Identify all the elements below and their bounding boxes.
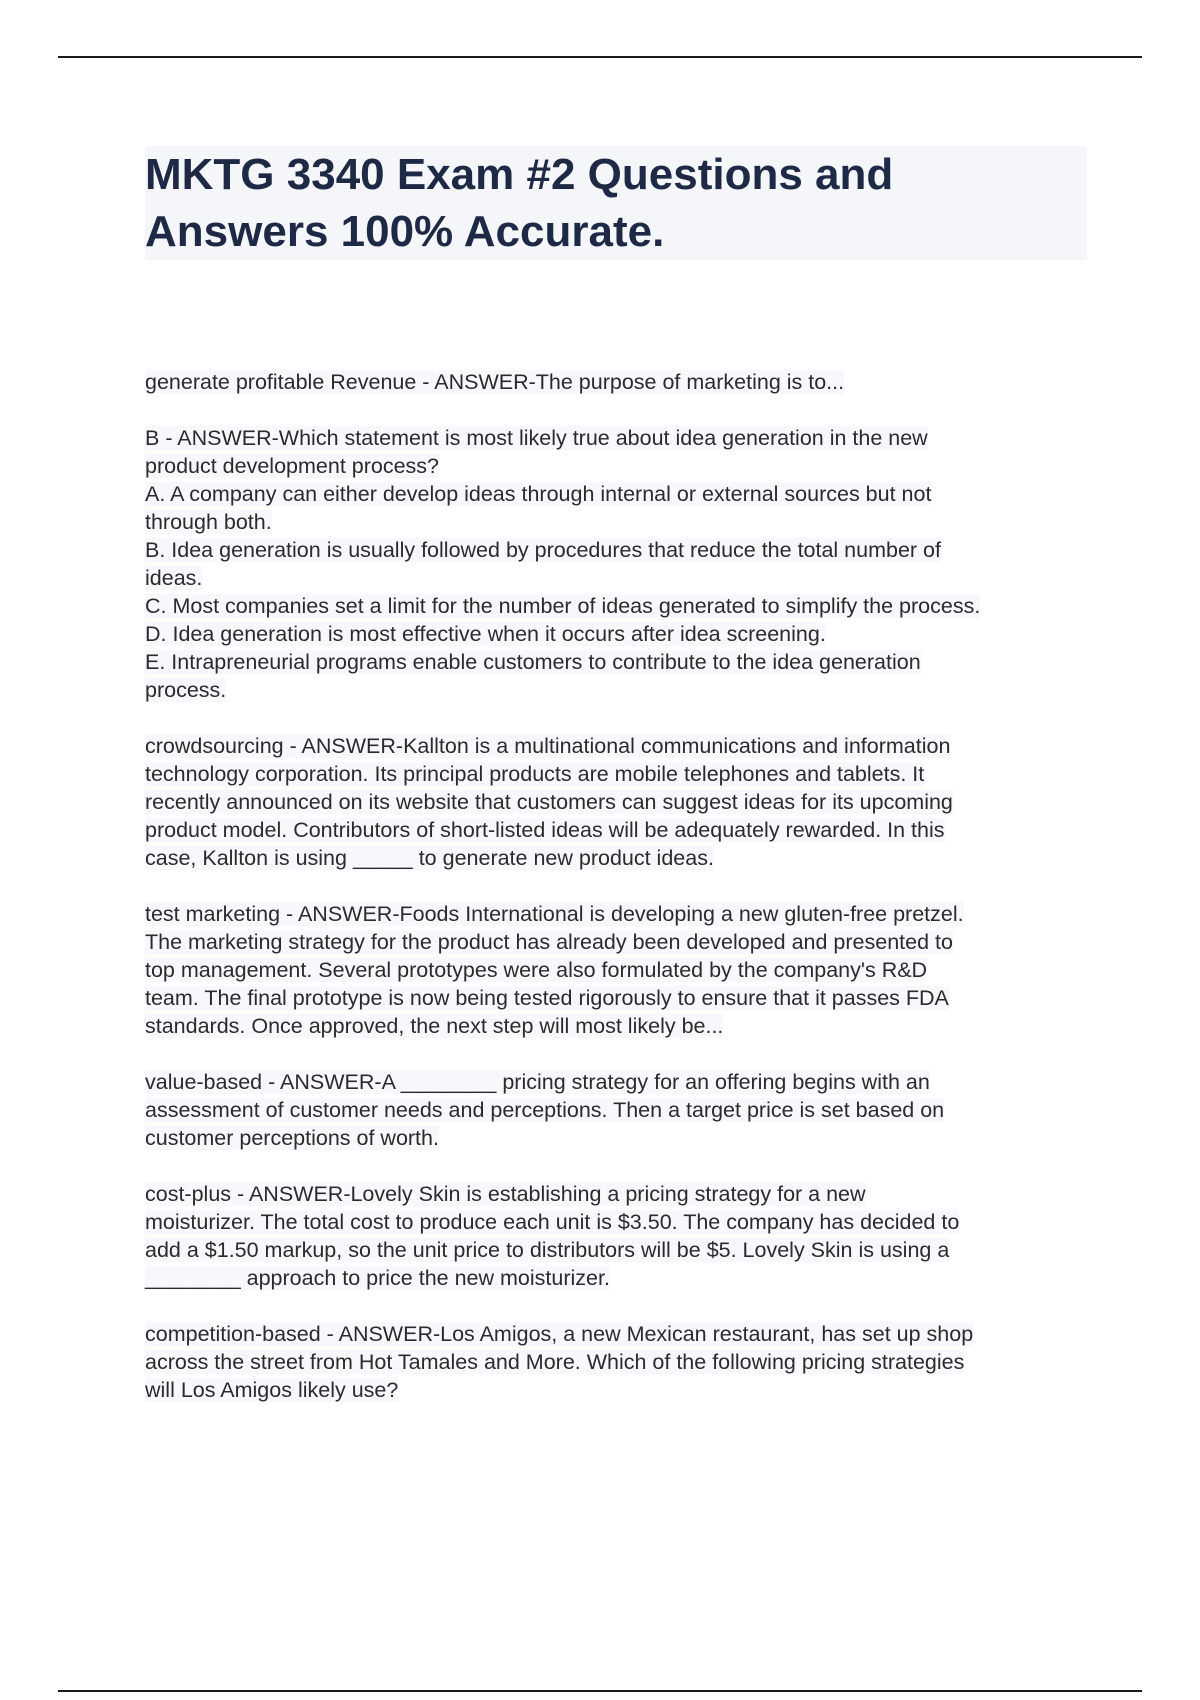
qa-line — [145, 1208, 1095, 1236]
qa-line — [145, 1320, 1095, 1348]
qa-list — [145, 368, 1095, 1432]
qa-line — [145, 452, 1095, 480]
qa-line-text: product model. Contributors of short-listed ideas will be adequately rewarded. In this — [145, 818, 945, 842]
qa-line — [145, 1012, 1095, 1040]
qa-line — [145, 424, 1095, 452]
qa-item — [145, 732, 1095, 872]
qa-line-text: across the street from Hot Tamales and More. Which of the following pricing strategies — [145, 1350, 965, 1374]
qa-line-text: top management. Several prototypes were also formulated by the company's R&D — [145, 958, 928, 982]
title-block — [145, 146, 1087, 260]
qa-line-text: through both. — [145, 510, 272, 534]
qa-line — [145, 592, 1095, 620]
qa-item — [145, 900, 1095, 1040]
qa-line-text: technology corporation. Its principal products are mobile telephones and tablets. It — [145, 762, 925, 786]
qa-line-text: ________ approach to price the new moisturizer. — [145, 1266, 610, 1290]
qa-item — [145, 1180, 1095, 1292]
qa-line — [145, 536, 1095, 564]
qa-line — [145, 1348, 1095, 1376]
header-rule — [58, 56, 1142, 58]
qa-line-text: crowdsourcing - ANSWER-Kallton is a multinational communications and information — [145, 734, 951, 758]
qa-line — [145, 620, 1095, 648]
qa-line-text: assessment of customer needs and perceptions. Then a target price is set based on — [145, 1098, 945, 1122]
qa-line — [145, 844, 1095, 872]
qa-line — [145, 1096, 1095, 1124]
qa-line-text: case, Kallton is using _____ to generate new product ideas. — [145, 846, 714, 870]
qa-line — [145, 788, 1095, 816]
qa-line — [145, 480, 1095, 508]
page-title — [145, 146, 1087, 260]
qa-line-text: customer perceptions of worth. — [145, 1126, 439, 1150]
qa-line — [145, 1180, 1095, 1208]
qa-line-text: C. Most companies set a limit for the number of ideas generated to simplify the process. — [145, 594, 981, 618]
qa-item — [145, 368, 1095, 396]
qa-line-text: generate profitable Revenue - ANSWER-The purpose of marketing is to... — [145, 370, 845, 394]
qa-line — [145, 1124, 1095, 1152]
qa-line-text: A. A company can either develop ideas through internal or external sources but not — [145, 482, 932, 506]
qa-line — [145, 1376, 1095, 1404]
qa-line — [145, 564, 1095, 592]
qa-line-text: product development process? — [145, 454, 440, 478]
qa-line — [145, 1264, 1095, 1292]
qa-line — [145, 1068, 1095, 1096]
qa-line-text: D. Idea generation is most effective when it occurs after idea screening. — [145, 622, 826, 646]
qa-line-text: competition-based - ANSWER-Los Amigos, a new Mexican restaurant, has set up shop — [145, 1322, 974, 1346]
qa-line-text: process. — [145, 678, 227, 702]
qa-line-text: value-based - ANSWER-A ________ pricing strategy for an offering begins with an — [145, 1070, 930, 1094]
qa-item — [145, 1068, 1095, 1152]
qa-line — [145, 732, 1095, 760]
qa-line — [145, 1236, 1095, 1264]
qa-line-text: moisturizer. The total cost to produce each unit is $3.50. The company has decided to — [145, 1210, 960, 1234]
footer-rule — [58, 1690, 1142, 1692]
qa-line-text: standards. Once approved, the next step will most likely be... — [145, 1014, 724, 1038]
qa-line-text: E. Intrapreneurial programs enable customers to contribute to the idea generation — [145, 650, 921, 674]
title-line: Answers 100% Accurate. — [145, 207, 665, 256]
qa-line — [145, 508, 1095, 536]
qa-line-text: ideas. — [145, 566, 203, 590]
qa-line-text: recently announced on its website that customers can suggest ideas for its upcoming — [145, 790, 953, 814]
qa-line-text: B. Idea generation is usually followed by procedures that reduce the total number of — [145, 538, 941, 562]
qa-line — [145, 368, 1095, 396]
qa-line-text: will Los Amigos likely use? — [145, 1378, 399, 1402]
qa-line-text: The marketing strategy for the product has already been developed and presented to — [145, 930, 953, 954]
qa-line — [145, 760, 1095, 788]
qa-line — [145, 984, 1095, 1012]
qa-line-text: B - ANSWER-Which statement is most likely true about idea generation in the new — [145, 426, 928, 450]
qa-line — [145, 928, 1095, 956]
qa-line-text: team. The final prototype is now being tested rigorously to ensure that it passes FDA — [145, 986, 949, 1010]
qa-line-text: add a $1.50 markup, so the unit price to distributors will be $5. Lovely Skin is using a — [145, 1238, 950, 1262]
qa-line — [145, 648, 1095, 676]
qa-line — [145, 676, 1095, 704]
qa-line — [145, 956, 1095, 984]
qa-item — [145, 1320, 1095, 1404]
title-line: MKTG 3340 Exam #2 Questions and — [145, 150, 894, 199]
qa-line-text: test marketing - ANSWER-Foods International is developing a new gluten-free pretzel. — [145, 902, 964, 926]
qa-item — [145, 424, 1095, 704]
qa-line-text: cost-plus - ANSWER-Lovely Skin is establishing a pricing strategy for a new — [145, 1182, 866, 1206]
qa-line — [145, 900, 1095, 928]
qa-line — [145, 816, 1095, 844]
